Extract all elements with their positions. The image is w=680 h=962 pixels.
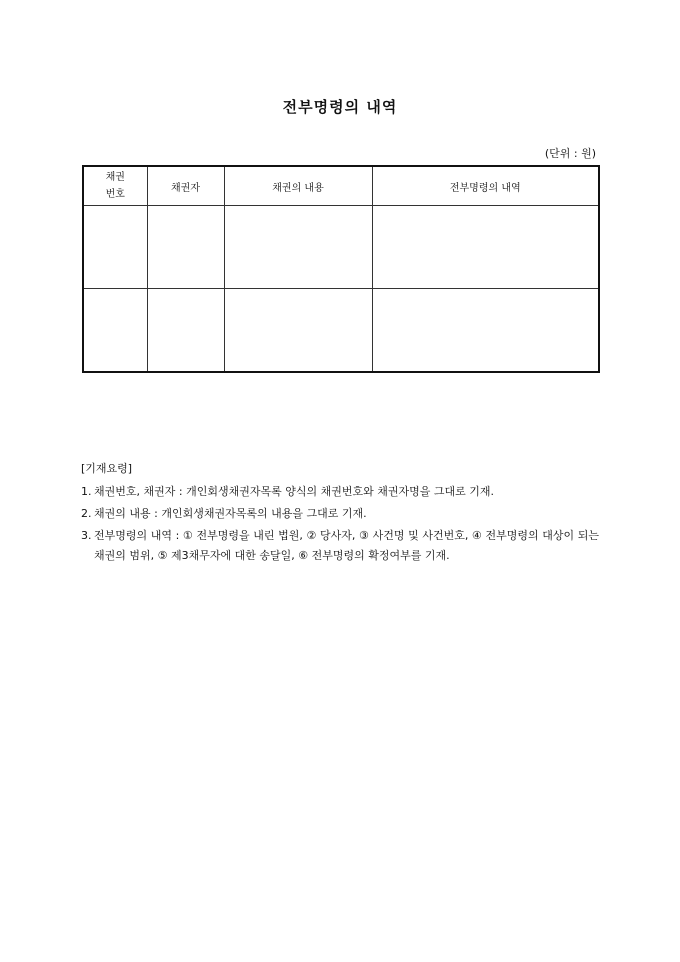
table-row bbox=[83, 206, 599, 289]
garnishment-order-table bbox=[82, 165, 600, 373]
unit-label: (단위 : 원) bbox=[544, 147, 596, 160]
table-row bbox=[83, 289, 599, 373]
instruction-text: 채권번호, 채권자 : 개인회생채권자목록 양식의 채권번호와 채권자명을 그대로 기재. bbox=[94, 485, 494, 498]
header-claim-number-line1: 채권 bbox=[105, 172, 125, 183]
header-claim-number bbox=[83, 166, 147, 206]
header-claim-number-line2: 번호 bbox=[105, 189, 125, 200]
header-order-details: 전부명령의 내역 bbox=[372, 166, 599, 206]
cell-claim-content[interactable] bbox=[224, 206, 372, 289]
cell-claim-content[interactable] bbox=[224, 289, 372, 373]
cell-claim-number[interactable] bbox=[83, 206, 147, 289]
cell-claim-number[interactable] bbox=[83, 289, 147, 373]
cell-order-details[interactable] bbox=[372, 289, 599, 373]
instruction-text: 전부명령의 내역 : ① 전부명령을 내린 법원, ② 당사자, ③ 사건명 및 사건번호, ④ 전부명령의 대상이 되는 채권의 범위, ⑤ 제3채무자에 대한 송달일, ⑥ 전부명령의 확정여부를 기재. bbox=[94, 529, 599, 562]
cell-order-details[interactable] bbox=[372, 206, 599, 289]
header-claim-content: 채권의 내용 bbox=[224, 166, 372, 206]
instruction-number: 1. bbox=[81, 485, 92, 498]
instruction-text: 채권의 내용 : 개인회생채권자목록의 내용을 그대로 기재. bbox=[94, 507, 367, 520]
cell-creditor[interactable] bbox=[147, 206, 224, 289]
table-header-row bbox=[83, 166, 599, 206]
instruction-number: 2. bbox=[81, 507, 92, 520]
instruction-item bbox=[81, 504, 599, 524]
header-creditor: 채권자 bbox=[147, 166, 224, 206]
document-title: 전부명령의 내역 bbox=[282, 98, 398, 116]
cell-creditor[interactable] bbox=[147, 289, 224, 373]
instruction-item bbox=[81, 526, 599, 566]
instruction-item bbox=[81, 482, 599, 502]
writing-instructions bbox=[81, 459, 599, 568]
instruction-number: 3. bbox=[81, 529, 92, 542]
instructions-heading: [기재요령] bbox=[81, 462, 133, 475]
